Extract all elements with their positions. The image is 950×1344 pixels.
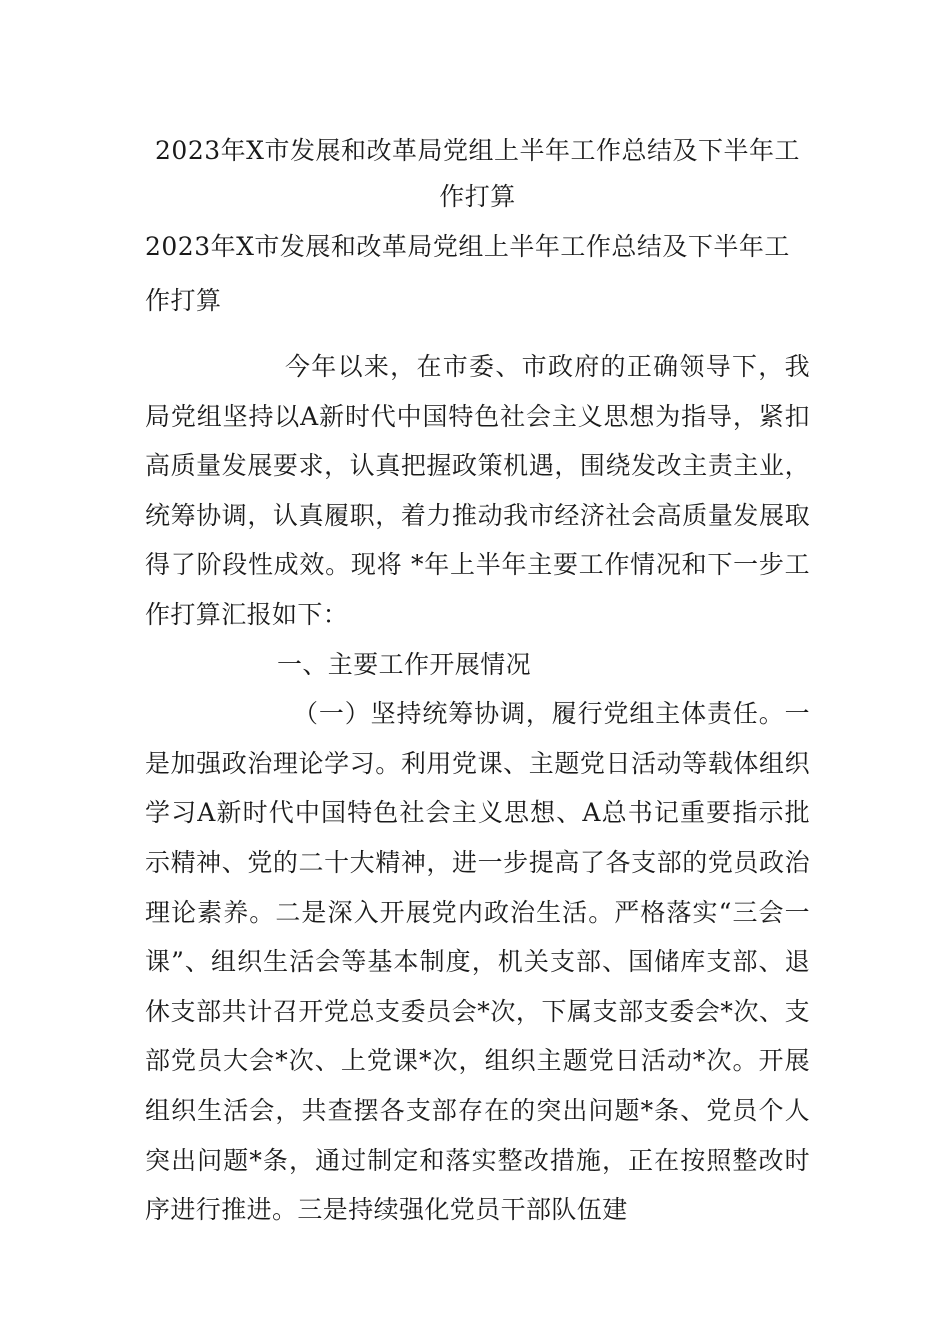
document-title: [145, 128, 810, 220]
document-page: [145, 128, 810, 1235]
section-1-paragraph: （一）坚持统筹协调，履行党组主体责任。一是加强政治理论学习。利用党课、主题党日活动等载体组织学习A新时代中国特色社会主义思想、A总书记重要指示批示精神、党的二十大精神，进一步提高了各支部的党员政治理论素养。二是深入开展党内政治生活。严格落实“三会一课”、组织生活会等基本制度，机关支部、国储库支部、退休支部共计召开党总支委员会*次，下属支部支委会*次、支部党员大会*次、上党课*次，组织主题党日活动*次。开展组织生活会，共查摆各支部存在的突出问题*条、党员个人突出问题*条，通过制定和落实整改措施，正在按照整改时序进行推进。三是持续强化党员干部队伍建: [145, 699, 810, 1225]
section-heading-1: 一、主要工作开展情况: [277, 649, 532, 679]
title-line-2: 作打算: [439, 182, 516, 211]
intro-paragraph: 今年以来，在市委、市政府的正确领导下，我局党组坚持以A新时代中国特色社会主义思想为指导，紧扣高质量发展要求，认真把握政策机遇，围绕发改主责主业，统筹协调，认真履职，着力推动我市经济社会高质量发展取得了阶段性成效。现将 *年上半年主要工作情况和下一步工作打算汇报如下：: [145, 352, 810, 629]
document-subtitle: 2023年X市发展和改革局党组上半年工作总结及下半年工作打算: [145, 232, 790, 315]
title-line-1: 2023年X市发展和改革局党组上半年工作总结及下半年工: [155, 136, 800, 165]
